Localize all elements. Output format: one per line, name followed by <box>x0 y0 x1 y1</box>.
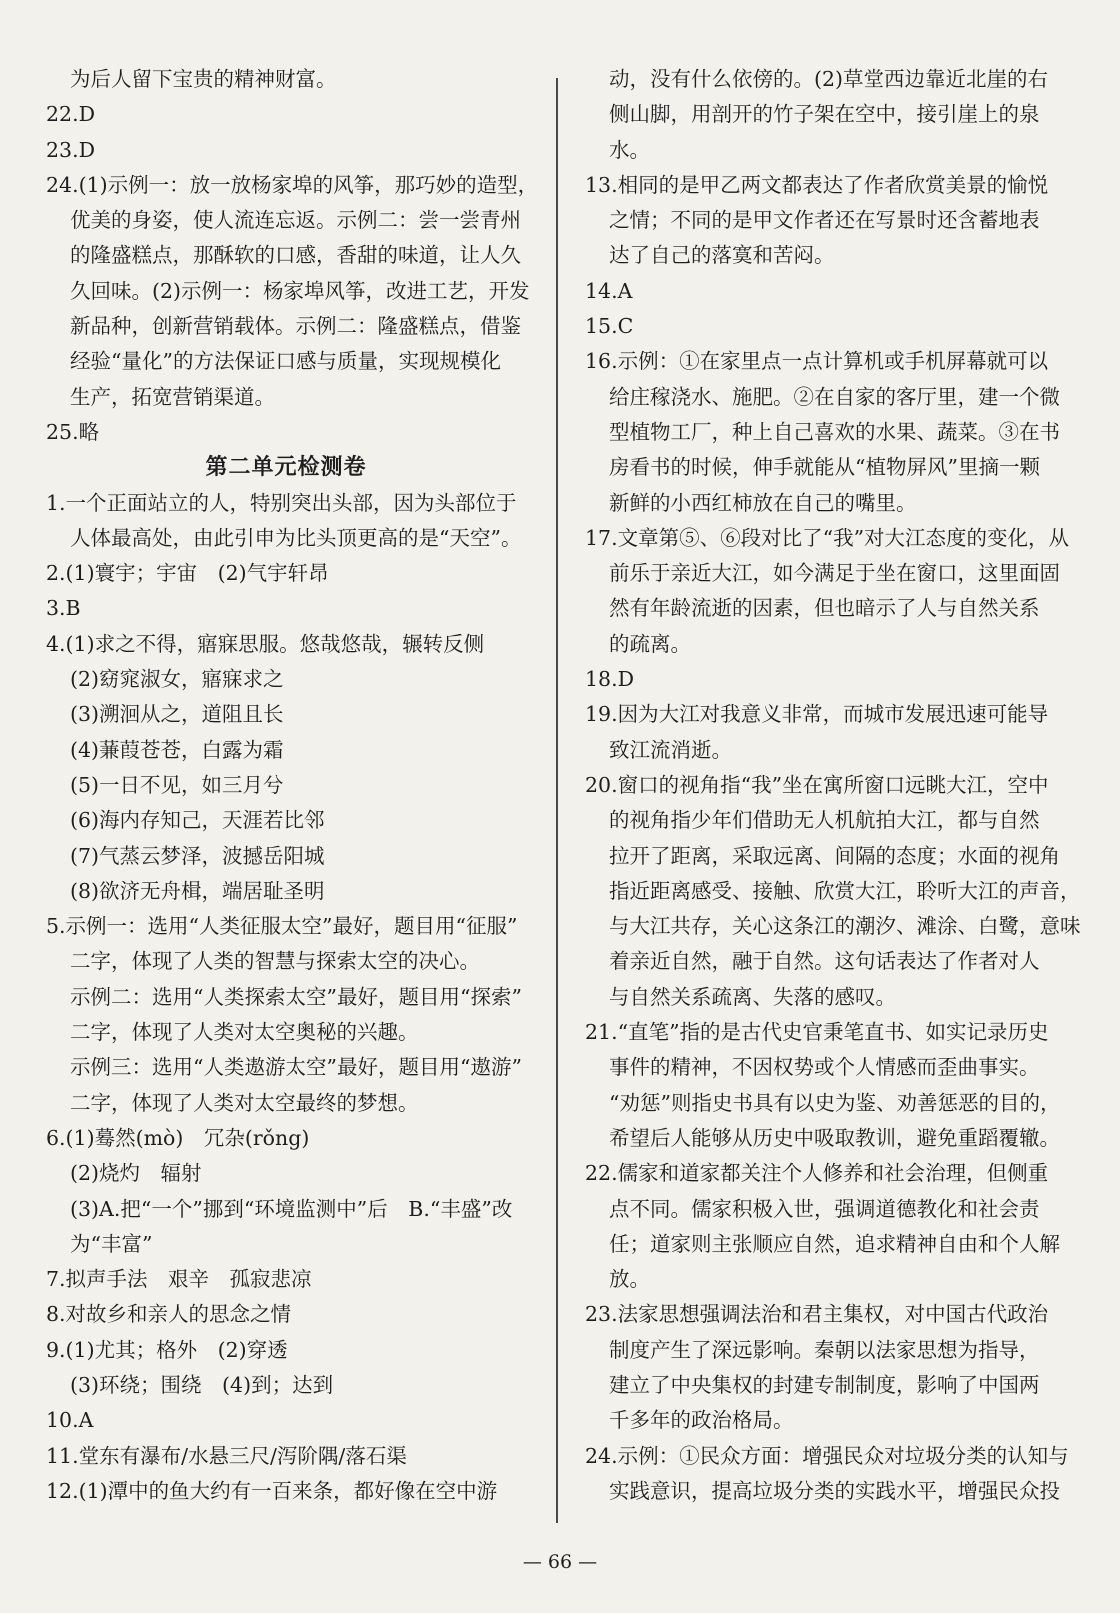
answer-line: 20.窗口的视角指“我”坐在寓所窗口远眺大江，空中 <box>585 772 1049 797</box>
section-title: 第二单元检测卷 <box>205 454 367 481</box>
answer-line: 新品种，创新营销载体。示例二：隆盛糕点，借鉴 <box>70 314 521 339</box>
answer-line: 24.示例：①民众方面：增强民众对垃圾分类的认知与 <box>585 1443 1069 1468</box>
answer-line: 前乐于亲近大江，如今满足于坐在窗口，这里面固 <box>609 561 1060 586</box>
answer-line: (4)蒹葭苍苍，白露为霜 <box>70 737 284 762</box>
answer-line: 14.A <box>585 278 633 303</box>
answer-line: 拉开了距离，采取远离、间隔的态度；水面的视角 <box>609 843 1060 868</box>
answer-line: 着亲近自然，融于自然。这句话表达了作者对人 <box>609 949 1040 974</box>
answer-line: 19.因为大江对我意义非常，而城市发展迅速可能导 <box>585 702 1049 727</box>
answer-line: 4.(1)求之不得，寤寐思服。悠哉悠哉，辗转反侧 <box>46 631 485 656</box>
answer-line: 6.(1)蓦然(mò) 冗杂(rǒng) <box>46 1125 310 1150</box>
column-divider <box>556 78 558 1523</box>
answer-line: 23.法家思想强调法治和君主集权，对中国古代政治 <box>585 1302 1049 1327</box>
answer-line: 2.(1)寰宇；宇宙 (2)气宇轩昂 <box>46 561 329 586</box>
answer-line: 示例二：选用“人类探索太空”最好，题目用“探索” <box>70 984 522 1009</box>
answer-line: 22.D <box>46 102 96 127</box>
right-column <box>585 62 1081 1509</box>
answer-line: 经验“量化”的方法保证口感与质量，实现规模化 <box>70 349 501 374</box>
answer-line: 16.示例：①在家里点一点计算机或手机屏幕就可以 <box>585 349 1049 374</box>
answer-line: 与大江共存，关心这条江的潮汐、滩涂、白鹭，意味 <box>609 914 1081 939</box>
answer-line: 24.(1)示例一：放一放杨家埠的风筝，那巧妙的造型， <box>46 172 539 197</box>
answer-line: 人体最高处，由此引申为比头顶更高的是“天空”。 <box>70 525 522 550</box>
answer-line: 示例三：选用“人类遨游太空”最好，题目用“遨游” <box>70 1055 522 1080</box>
answer-line: 11.堂东有瀑布/水悬三尺/泻阶隅/落石渠 <box>46 1443 407 1468</box>
answer-line: (6)海内存知己，天涯若比邻 <box>70 808 325 833</box>
answer-line: (3)环绕；围绕 (4)到；达到 <box>70 1372 334 1397</box>
answer-line: 12.(1)潭中的鱼大约有一百来条，都好像在空中游 <box>46 1478 498 1503</box>
answer-line: 事件的精神，不因权势或个人情感而歪曲事实。 <box>609 1055 1040 1080</box>
answer-line: 致江流消逝。 <box>609 737 732 762</box>
answer-line: (3)溯洄从之，道阻且长 <box>70 702 284 727</box>
answer-line: 然有年龄流逝的因素，但也暗示了人与自然关系 <box>609 596 1040 621</box>
answer-line: 10.A <box>46 1408 94 1433</box>
answer-line: “劝惩”则指史书具有以史为鉴、劝善惩恶的目的， <box>609 1090 1061 1115</box>
answer-line: 的隆盛糕点，那酥软的口感，香甜的味道，让人久 <box>70 243 521 268</box>
answer-line: 水。 <box>609 137 650 162</box>
answer-line: 给庄稼浇水、施肥。②在自家的客厅里，建一个微 <box>609 384 1060 409</box>
answer-line: 22.儒家和道家都关注个人修养和社会治理，但侧重 <box>585 1161 1049 1186</box>
answer-line: 生产，拓宽营销渠道。 <box>70 384 275 409</box>
answer-line: 15.C <box>585 314 634 339</box>
answer-line: 二字，体现了人类的智慧与探索太空的决心。 <box>70 949 480 974</box>
answer-line: (2)烧灼 辐射 <box>70 1161 202 1186</box>
answer-line: 指近距离感受、接触、欣赏大江，聆听大江的声音， <box>609 878 1081 903</box>
answer-line: 优美的身姿，使人流连忘返。示例二：尝一尝青州 <box>70 208 521 233</box>
answer-line: 新鲜的小西红柿放在自己的嘴里。 <box>609 490 917 515</box>
answer-line: 制度产生了深远影响。秦朝以法家思想为指导， <box>609 1337 1040 1362</box>
answer-line: 动，没有什么依傍的。(2)草堂西边靠近北崖的右 <box>609 67 1049 91</box>
answer-line: 1.一个正面站立的人，特别突出头部，因为头部位于 <box>46 490 517 515</box>
answer-line: 二字，体现了人类对太空最终的梦想。 <box>70 1090 419 1115</box>
answer-line: 之情；不同的是甲文作者还在写景时还含蓄地表 <box>609 208 1040 233</box>
answer-line: 为后人留下宝贵的精神财富。 <box>70 67 337 91</box>
left-column <box>46 62 539 1509</box>
answer-line: 21.“直笔”指的是古代史官秉笔直书、如实记录历史 <box>585 1020 1049 1045</box>
answer-line: 建立了中央集权的封建专制制度，影响了中国两 <box>609 1372 1040 1397</box>
page-number: — 66 — <box>522 1551 598 1573</box>
answer-line: 任；道家则主张顺应自然，追求精神自由和个人解 <box>609 1231 1060 1256</box>
answer-line: 达了自己的落寞和苦闷。 <box>609 243 835 268</box>
answer-line: 23.D <box>46 137 96 162</box>
answer-line: 的视角指少年们借助无人机航拍大江，都与自然 <box>609 808 1040 833</box>
answer-line: 17.文章第⑤、⑥段对比了“我”对大江态度的变化，从 <box>585 525 1070 550</box>
answer-line: 实践意识，提高垃圾分类的实践水平，增强民众投 <box>609 1478 1060 1503</box>
answer-line: 25.略 <box>46 419 100 444</box>
answer-line: 7.拟声手法 艰辛 孤寂悲凉 <box>46 1267 312 1292</box>
answer-line: 5.示例一：选用“人类征服太空”最好，题目用“征服” <box>46 914 518 939</box>
answer-line: 18.D <box>585 667 635 692</box>
answer-line: 放。 <box>609 1267 650 1292</box>
answer-line: 型植物工厂，种上自己喜欢的水果、蔬菜。③在书 <box>609 419 1060 444</box>
answer-line: 为“丰富” <box>70 1231 153 1256</box>
answer-line: (8)欲济无舟楫，端居耻圣明 <box>70 878 325 903</box>
answer-line: 二字，体现了人类对太空奥秘的兴趣。 <box>70 1020 419 1045</box>
answer-line: (2)窈窕淑女，寤寐求之 <box>70 667 284 692</box>
answer-line: 13.相同的是甲乙两文都表达了作者欣赏美景的愉悦 <box>585 172 1049 197</box>
answer-line: 点不同。儒家积极入世，强调道德教化和社会责 <box>609 1196 1040 1221</box>
answer-line: 3.B <box>46 596 81 621</box>
answer-line: 房看书的时候，伸手就能从“植物屏风”里摘一颗 <box>609 455 1040 480</box>
answer-line: 的疏离。 <box>609 631 691 656</box>
answer-line: 侧山脚，用剖开的竹子架在空中，接引崖上的泉 <box>609 102 1040 127</box>
answer-line: (3)A.把“一个”挪到“环境监测中”后 B.“丰盛”改 <box>70 1196 513 1221</box>
answer-line: (7)气蒸云梦泽，波撼岳阳城 <box>70 843 325 868</box>
answer-line: 9.(1)尤其；格外 (2)穿透 <box>46 1337 288 1362</box>
answer-line: (5)一日不见，如三月兮 <box>70 772 284 797</box>
answer-line: 与自然关系疏离、失落的感叹。 <box>609 984 896 1009</box>
answer-line: 希望后人能够从历史中吸取教训，避免重蹈覆辙。 <box>609 1125 1060 1150</box>
answer-line: 千多年的政治格局。 <box>609 1408 794 1433</box>
answer-line: 8.对故乡和亲人的思念之情 <box>46 1302 292 1327</box>
answer-line: 久回味。(2)示例一：杨家埠风筝，改进工艺，开发 <box>70 278 530 303</box>
